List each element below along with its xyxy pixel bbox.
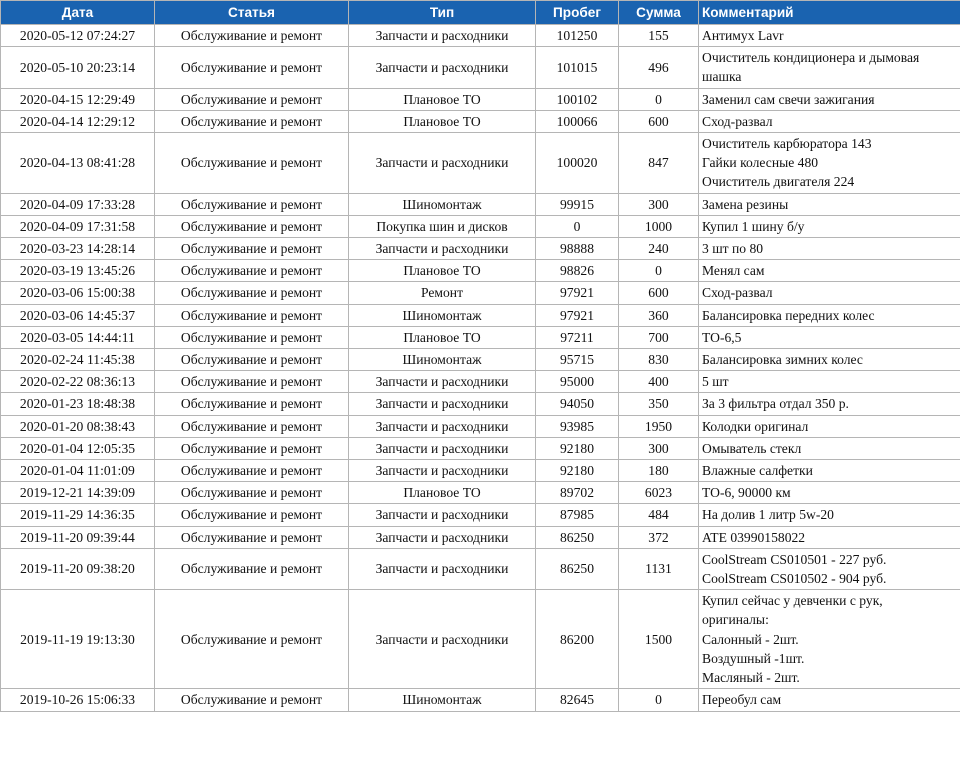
cell-mileage: 101015	[536, 47, 619, 88]
cell-comment	[699, 215, 960, 237]
cell-type: Запчасти и расходники	[349, 25, 536, 47]
cell-amount: 180	[619, 460, 699, 482]
cell-amount: 0	[619, 689, 699, 711]
cell-mileage: 99915	[536, 193, 619, 215]
comment-line: оригиналы:	[702, 612, 769, 628]
cell-amount: 300	[619, 437, 699, 459]
table-row	[1, 590, 960, 689]
cell-comment	[699, 526, 960, 548]
cell-comment	[699, 47, 960, 88]
comment-line: ТО-6,5	[702, 329, 742, 345]
comment-line: Гайки колесные 480	[702, 155, 819, 171]
cell-mileage: 98826	[536, 260, 619, 282]
table-row	[1, 393, 960, 415]
cell-article: Обслуживание и ремонт	[155, 504, 349, 526]
comment-line: Омыватель стекл	[702, 440, 802, 456]
comment-line: Влажные салфетки	[702, 463, 813, 479]
cell-amount: 0	[619, 260, 699, 282]
cell-mileage: 101250	[536, 25, 619, 47]
cell-amount: 1000	[619, 215, 699, 237]
cell-date: 2019-12-21 14:39:09	[1, 482, 155, 504]
comment-line: Замена резины	[702, 196, 789, 212]
cell-mileage: 94050	[536, 393, 619, 415]
cell-article: Обслуживание и ремонт	[155, 304, 349, 326]
comment-line: Балансировка зимних колес	[702, 352, 863, 368]
header-mileage: Пробег	[536, 1, 619, 25]
cell-type: Запчасти и расходники	[349, 526, 536, 548]
cell-mileage: 82645	[536, 689, 619, 711]
comment-line: Переобул сам	[702, 692, 782, 708]
cell-date: 2020-04-14 12:29:12	[1, 110, 155, 132]
table-row	[1, 215, 960, 237]
comment-line: На долив 1 литр 5w-20	[702, 507, 834, 523]
header-article: Статья	[155, 1, 349, 25]
cell-amount: 1950	[619, 415, 699, 437]
cell-type: Покупка шин и дисков	[349, 215, 536, 237]
cell-amount: 1500	[619, 590, 699, 689]
cell-amount: 240	[619, 238, 699, 260]
cell-mileage: 100102	[536, 88, 619, 110]
table-row	[1, 548, 960, 589]
cell-date: 2020-04-15 12:29:49	[1, 88, 155, 110]
comment-line: Антимух Lavr	[702, 28, 784, 43]
cell-article: Обслуживание и ремонт	[155, 25, 349, 47]
cell-comment	[699, 415, 960, 437]
cell-type: Плановое ТО	[349, 88, 536, 110]
cell-comment	[699, 590, 960, 689]
cell-amount: 700	[619, 326, 699, 348]
cell-amount: 0	[619, 88, 699, 110]
comment-line: За 3 фильтра отдал 350 р.	[702, 396, 849, 412]
cell-type: Запчасти и расходники	[349, 47, 536, 88]
table-row	[1, 689, 960, 711]
cell-date: 2020-05-10 20:23:14	[1, 47, 155, 88]
cell-amount: 600	[619, 110, 699, 132]
cell-date: 2020-05-12 07:24:27	[1, 25, 155, 47]
cell-mileage: 92180	[536, 460, 619, 482]
cell-type: Плановое ТО	[349, 260, 536, 282]
comment-line: шашка	[702, 69, 742, 85]
cell-article: Обслуживание и ремонт	[155, 260, 349, 282]
cell-comment	[699, 371, 960, 393]
cell-comment	[699, 25, 960, 47]
cell-type: Плановое ТО	[349, 326, 536, 348]
cell-mileage: 98888	[536, 238, 619, 260]
cell-type: Плановое ТО	[349, 482, 536, 504]
cell-article: Обслуживание и ремонт	[155, 193, 349, 215]
comment-line: Очиститель карбюратора 143	[702, 136, 872, 152]
cell-article: Обслуживание и ремонт	[155, 282, 349, 304]
header-row	[1, 1, 960, 25]
cell-amount: 484	[619, 504, 699, 526]
cell-comment	[699, 260, 960, 282]
table-row	[1, 133, 960, 194]
header-comment: Комментарий	[699, 1, 960, 25]
comment-line: CoolStream CS010502 - 904 руб.	[702, 571, 887, 587]
cell-mileage: 97211	[536, 326, 619, 348]
cell-comment	[699, 393, 960, 415]
table-row	[1, 304, 960, 326]
comment-line: Очиститель кондиционера и дымовая	[702, 50, 920, 66]
table-row	[1, 437, 960, 459]
comment-line: Балансировка передних колес	[702, 307, 875, 323]
cell-mileage: 86250	[536, 526, 619, 548]
cell-article: Обслуживание и ремонт	[155, 326, 349, 348]
table-row	[1, 526, 960, 548]
cell-comment	[699, 326, 960, 348]
cell-type: Запчасти и расходники	[349, 415, 536, 437]
cell-article: Обслуживание и ремонт	[155, 238, 349, 260]
cell-date: 2020-04-09 17:31:58	[1, 215, 155, 237]
cell-type: Шиномонтаж	[349, 193, 536, 215]
comment-line: Сход-развал	[702, 113, 773, 129]
cell-mileage: 93985	[536, 415, 619, 437]
cell-mileage: 97921	[536, 304, 619, 326]
cell-article: Обслуживание и ремонт	[155, 349, 349, 371]
cell-type: Запчасти и расходники	[349, 460, 536, 482]
cell-article: Обслуживание и ремонт	[155, 590, 349, 689]
cell-date: 2019-11-19 19:13:30	[1, 590, 155, 689]
cell-comment	[699, 689, 960, 711]
table-row	[1, 25, 960, 47]
cell-article: Обслуживание и ремонт	[155, 548, 349, 589]
table-row	[1, 238, 960, 260]
table-row	[1, 415, 960, 437]
table-row	[1, 349, 960, 371]
table-body	[1, 25, 960, 712]
comment-line: Салонный - 2шт.	[702, 631, 799, 647]
cell-mileage: 95000	[536, 371, 619, 393]
comment-line: Очиститель двигателя 224	[702, 174, 855, 190]
cell-article: Обслуживание и ремонт	[155, 415, 349, 437]
cell-amount: 496	[619, 47, 699, 88]
table-row	[1, 504, 960, 526]
cell-date: 2020-02-22 08:36:13	[1, 371, 155, 393]
table-row	[1, 47, 960, 88]
cell-type: Запчасти и расходники	[349, 393, 536, 415]
comment-line: Сход-развал	[702, 285, 773, 301]
comment-line: 5 шт	[702, 374, 729, 390]
cell-comment	[699, 482, 960, 504]
cell-comment	[699, 437, 960, 459]
cell-amount: 360	[619, 304, 699, 326]
cell-date: 2019-10-26 15:06:33	[1, 689, 155, 711]
cell-date: 2020-03-06 14:45:37	[1, 304, 155, 326]
cell-type: Шиномонтаж	[349, 349, 536, 371]
table-row	[1, 193, 960, 215]
cell-article: Обслуживание и ремонт	[155, 460, 349, 482]
table-row	[1, 110, 960, 132]
cell-amount: 600	[619, 282, 699, 304]
table-row	[1, 260, 960, 282]
header-date: Дата	[1, 1, 155, 25]
cell-article: Обслуживание и ремонт	[155, 526, 349, 548]
cell-type: Запчасти и расходники	[349, 548, 536, 589]
cell-article: Обслуживание и ремонт	[155, 88, 349, 110]
cell-amount: 1131	[619, 548, 699, 589]
comment-line: Купил сейчас у девченки с рук,	[702, 593, 883, 609]
cell-comment	[699, 88, 960, 110]
cell-comment	[699, 460, 960, 482]
comment-line: Колодки оригинал	[702, 418, 809, 434]
cell-article: Обслуживание и ремонт	[155, 393, 349, 415]
cell-article: Обслуживание и ремонт	[155, 47, 349, 88]
table-row	[1, 88, 960, 110]
cell-comment	[699, 548, 960, 589]
cell-date: 2019-11-29 14:36:35	[1, 504, 155, 526]
cell-mileage: 89702	[536, 482, 619, 504]
table-row	[1, 460, 960, 482]
comment-line: Воздушный -1шт.	[702, 650, 805, 666]
cell-date: 2020-03-19 13:45:26	[1, 260, 155, 282]
comment-line: Масляный - 2шт.	[702, 670, 800, 686]
cell-date: 2020-03-06 15:00:38	[1, 282, 155, 304]
cell-type: Запчасти и расходники	[349, 371, 536, 393]
cell-comment	[699, 349, 960, 371]
cell-mileage: 0	[536, 215, 619, 237]
cell-date: 2019-11-20 09:39:44	[1, 526, 155, 548]
cell-article: Обслуживание и ремонт	[155, 482, 349, 504]
cell-type: Запчасти и расходники	[349, 133, 536, 194]
cell-comment	[699, 110, 960, 132]
comment-line: CoolStream CS010501 - 227 руб.	[702, 551, 887, 567]
cell-mileage: 100066	[536, 110, 619, 132]
cell-date: 2020-03-05 14:44:11	[1, 326, 155, 348]
cell-comment	[699, 304, 960, 326]
cell-date: 2020-03-23 14:28:14	[1, 238, 155, 260]
cell-amount: 155	[619, 25, 699, 47]
cell-amount: 400	[619, 371, 699, 393]
cell-type: Запчасти и расходники	[349, 437, 536, 459]
cell-article: Обслуживание и ремонт	[155, 371, 349, 393]
cell-comment	[699, 238, 960, 260]
cell-mileage: 95715	[536, 349, 619, 371]
cell-mileage: 86250	[536, 548, 619, 589]
cell-article: Обслуживание и ремонт	[155, 110, 349, 132]
cell-date: 2020-01-04 12:05:35	[1, 437, 155, 459]
cell-date: 2020-01-20 08:38:43	[1, 415, 155, 437]
table-row	[1, 482, 960, 504]
cell-mileage: 86200	[536, 590, 619, 689]
cell-amount: 847	[619, 133, 699, 194]
cell-comment	[699, 282, 960, 304]
cell-article: Обслуживание и ремонт	[155, 689, 349, 711]
cell-article: Обслуживание и ремонт	[155, 437, 349, 459]
comment-line: Купил 1 шину б/у	[702, 218, 805, 234]
cell-article: Обслуживание и ремонт	[155, 133, 349, 194]
table-row	[1, 371, 960, 393]
cell-amount: 6023	[619, 482, 699, 504]
cell-date: 2020-02-24 11:45:38	[1, 349, 155, 371]
table-row	[1, 326, 960, 348]
cell-type: Запчасти и расходники	[349, 590, 536, 689]
cell-type: Шиномонтаж	[349, 689, 536, 711]
comment-line: Заменил сам свечи зажигания	[702, 91, 875, 107]
header-type: Тип	[349, 1, 536, 25]
cell-mileage: 100020	[536, 133, 619, 194]
cell-date: 2020-01-23 18:48:38	[1, 393, 155, 415]
cell-date: 2019-11-20 09:38:20	[1, 548, 155, 589]
comment-line: Менял сам	[702, 263, 765, 279]
cell-date: 2020-04-09 17:33:28	[1, 193, 155, 215]
cell-amount: 300	[619, 193, 699, 215]
cell-amount: 372	[619, 526, 699, 548]
cell-mileage: 92180	[536, 437, 619, 459]
comment-line: 3 шт по 80	[702, 241, 764, 257]
cell-comment	[699, 193, 960, 215]
cell-type: Шиномонтаж	[349, 304, 536, 326]
header-amount: Сумма	[619, 1, 699, 25]
cell-article: Обслуживание и ремонт	[155, 215, 349, 237]
cell-date: 2020-04-13 08:41:28	[1, 133, 155, 194]
cell-type: Запчасти и расходники	[349, 504, 536, 526]
comment-line: ТО-6, 90000 км	[702, 485, 791, 501]
cell-date: 2020-01-04 11:01:09	[1, 460, 155, 482]
comment-line: ATE 03990158022	[702, 529, 806, 545]
cell-amount: 350	[619, 393, 699, 415]
table-row	[1, 282, 960, 304]
cell-type: Ремонт	[349, 282, 536, 304]
cell-comment	[699, 133, 960, 194]
cell-type: Запчасти и расходники	[349, 238, 536, 260]
cell-amount: 830	[619, 349, 699, 371]
cell-mileage: 87985	[536, 504, 619, 526]
cell-mileage: 97921	[536, 282, 619, 304]
cell-type: Плановое ТО	[349, 110, 536, 132]
cell-comment	[699, 504, 960, 526]
